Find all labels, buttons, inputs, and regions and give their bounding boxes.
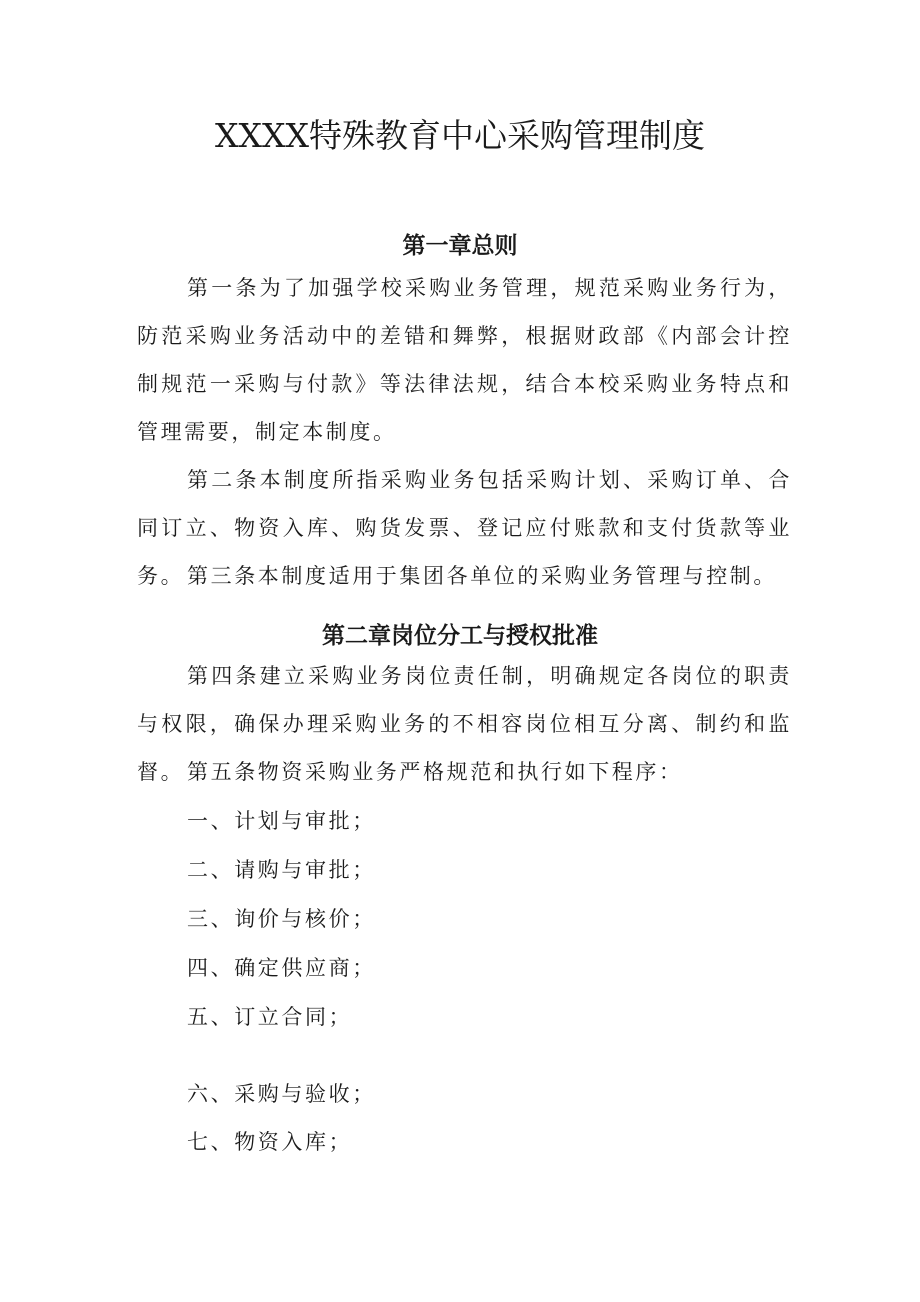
procedure-step-1: 一、计划与审批； [187, 809, 376, 833]
article-5: 第五条物资采购业务严格规范和执行如下程序： [187, 760, 683, 784]
procedure-step-7: 七、物资入库； [187, 1130, 353, 1154]
procedure-step-4: 四、确定供应商； [187, 956, 376, 980]
procedure-step-2: 二、请购与审批； [187, 858, 376, 882]
procedure-step-3: 三、询价与核价； [187, 907, 376, 931]
procedure-step-6: 六、采购与验收； [187, 1082, 376, 1106]
chapter-heading-1: 第一章总则 [402, 233, 518, 259]
procedure-step-5: 五、订立合同； [187, 1005, 353, 1029]
article-4: 第四条建立采购业务岗位责任制，明确规定各岗位的职责与权限，确保办理采购业务的不相容岗位相互分离、制约和监督。 [137, 664, 792, 784]
article-3: 第三条本制度适用于集团各单位的采购业务管理与控制。 [187, 564, 777, 588]
article-1: 第一条为了加强学校采购业务管理，规范采购业务行为，防范采购业务活动中的差错和舞弊，根据财政部《内部会计控制规范一采购与付款》等法律法规，结合本校采购业务特点和管理需要，制定本制度。 [137, 276, 792, 444]
document-title: XXXX特殊教育中心采购管理制度 [215, 116, 705, 155]
chapter-heading-2: 第二章岗位分工与授权批准 [322, 623, 598, 649]
article-2: 第二条本制度所指采购业务包括采购计划、采购订单、合同订立、物资入库、购货发票、登记应付账款和支付货款等业务。 [137, 468, 792, 588]
